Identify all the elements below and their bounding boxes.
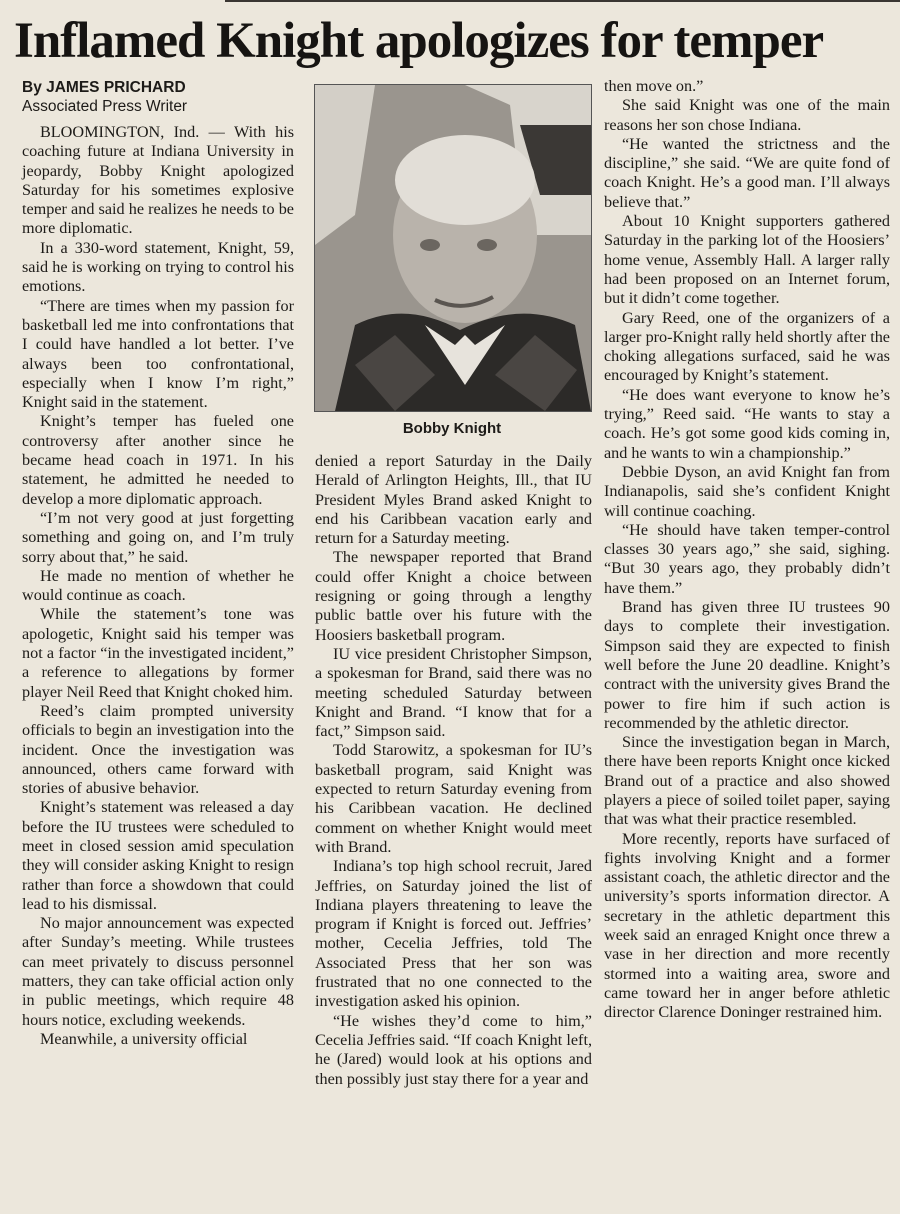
- paragraph: IU vice president Christopher Simpson, a spokesman for Brand, said there was no meeting scheduled Saturday between Knight and Brand. “I know that for a fact,” Simpson said.: [315, 644, 592, 741]
- paragraph: Todd Starowitz, a spokesman for IU’s basketball program, said Knight was expected to return Saturday evening from his Caribbean vacation. He declined comment on whether Knight would meet with Brand.: [315, 741, 592, 856]
- paragraph: In a 330-word statement, Knight, 59, said he is working on trying to control his emotions.: [22, 238, 294, 296]
- article-column-3: [604, 77, 890, 1023]
- paragraph: Indiana’s top high school recruit, Jared Jeffries, on Saturday joined the list of Indiana players threatening to leave the program if Knight is forced out. Jeffries’ mother, Cecelia Jeffries, told The Associated Press that her son was frustrated that no one connected to the investigation asked his opinion.: [315, 857, 592, 1011]
- paragraph: She said Knight was one of the main reasons her son chose Indiana.: [604, 96, 890, 134]
- paragraph: The newspaper reported that Brand could offer Knight a choice between resigning or going through a lengthy public battle over his future with the Hoosiers basketball program.: [315, 548, 592, 644]
- paragraph: About 10 Knight supporters gathered Saturday in the parking lot of the Hoosiers’ home venue, Assembly Hall. A larger rally had been proposed on an Internet forum, but it didn’t come together.: [604, 212, 890, 308]
- paragraph: “He does want everyone to know he’s trying,” Reed said. “He wants to stay a coach. He’s got some good kids coming in, and he wants to win a championship.”: [604, 385, 890, 462]
- paragraph: Brand has given three IU trustees 90 days to complete their investigation. Simpson said they are expected to finish well before the June 20 deadline. Knight’s contract with the university gives Brand the power to fire him if such action is recommended by the athletic director.: [604, 598, 890, 732]
- photo-caption: Bobby Knight: [402, 420, 502, 437]
- top-rule: [225, 0, 900, 6]
- paragraph: Reed’s claim prompted university officials to begin an investigation into the incident. Once the investigation was announced, others came forward with stories of abusive behavior.: [22, 701, 294, 798]
- paragraph: While the statement’s tone was apologetic, Knight said his temper was not a factor “in the investigated incident,” a reference to allegations by former player Neil Reed that Knight choked him.: [22, 605, 294, 701]
- byline: [22, 78, 294, 116]
- portrait-image: [315, 85, 591, 411]
- paragraph: Meanwhile, a university official: [40, 1029, 248, 1048]
- paragraph: More recently, reports have surfaced of fights involving Knight and a former assistant coach, the athletic director and the university’s sports information director. A secretary in the athletic department this week said an enraged Knight once threw a vase in her direction and more recently stormed into a waiting area, swore and came toward her in anger before athletic director Clarence Doninger restrained him.: [604, 829, 890, 1022]
- paragraph: denied a report Saturday in the Daily Herald of Arlington Heights, Ill., that IU President Myles Brand asked Knight to end his Caribbean vacation early and return for a Saturday meeting.: [315, 452, 592, 548]
- article-column-1: [22, 78, 294, 1049]
- paragraph: “He should have taken temper-control classes 30 years ago,” she said, sighing. “But 30 years ago, they probably didn’t have them.”: [604, 520, 890, 597]
- paragraph: BLOOMINGTON, Ind. — With his coaching future at Indiana University in jeopardy, Bobby Knight apologized Saturday for his sometimes explosive temper and said he realizes he needs to be more diplomatic.: [22, 123, 294, 238]
- paragraph: “I’m not very good at just forgetting something and going on, and I’m truly sorry about that,” he said.: [22, 508, 294, 566]
- paragraph: Debbie Dyson, an avid Knight fan from Indianapolis, said she’s confident Knight will continue coaching.: [604, 462, 890, 520]
- paragraph: Knight’s statement was released a day before the IU trustees were scheduled to meet in closed session amid speculation they will consider asking Knight to resign rather than force a showdown that could lead to his dismissal.: [22, 798, 294, 913]
- paragraph: “There are times when my passion for basketball led me into confrontations that I could have handled a lot better. I’ve always been too confrontational, especially when I know I’m right,” Knight said in the statement.: [22, 296, 294, 412]
- paragraph: Knight’s temper has fueled one controversy after another since he became head coach in 1971. In his statement, he admitted he needed to develop a more diplomatic approach.: [22, 412, 294, 508]
- paragraph: “He wishes they’d come to him,” Cecelia Jeffries said. “If coach Knight left, he (Jared) would look at his options and then possibly just stay there for a year and: [315, 1011, 592, 1088]
- byline-name: By JAMES PRICHARD: [22, 79, 186, 96]
- headline: Inflamed Knight apologizes for temper: [14, 13, 824, 69]
- paragraph: No major announcement was expected after Sunday’s meeting. While trustees can meet privately to discuss personnel matters, they can take official action only in public meetings, which require 48 hours notice, excluding weekends.: [22, 914, 294, 1029]
- paragraph: Since the investigation began in March, there have been reports Knight once kicked Brand out of a practice and also showed players a piece of soiled toilet paper, saying that was what their practice resembled.: [604, 733, 890, 829]
- paragraph: “He wanted the strictness and the discipline,” she said. “We are quite fond of coach Knight. He’s a good man. I’ll always believe that.”: [604, 134, 890, 211]
- paragraph: then move on.”: [604, 77, 704, 95]
- article-column-2: [315, 452, 592, 1089]
- byline-role: Associated Press Writer: [22, 98, 188, 115]
- portrait-photo: [314, 84, 592, 412]
- paragraph: Gary Reed, one of the organizers of a larger pro-Knight rally held shortly after the choking allegations surfaced, said he was encouraged by Knight’s statement.: [604, 308, 890, 385]
- paragraph: He made no mention of whether he would continue as coach.: [22, 566, 294, 605]
